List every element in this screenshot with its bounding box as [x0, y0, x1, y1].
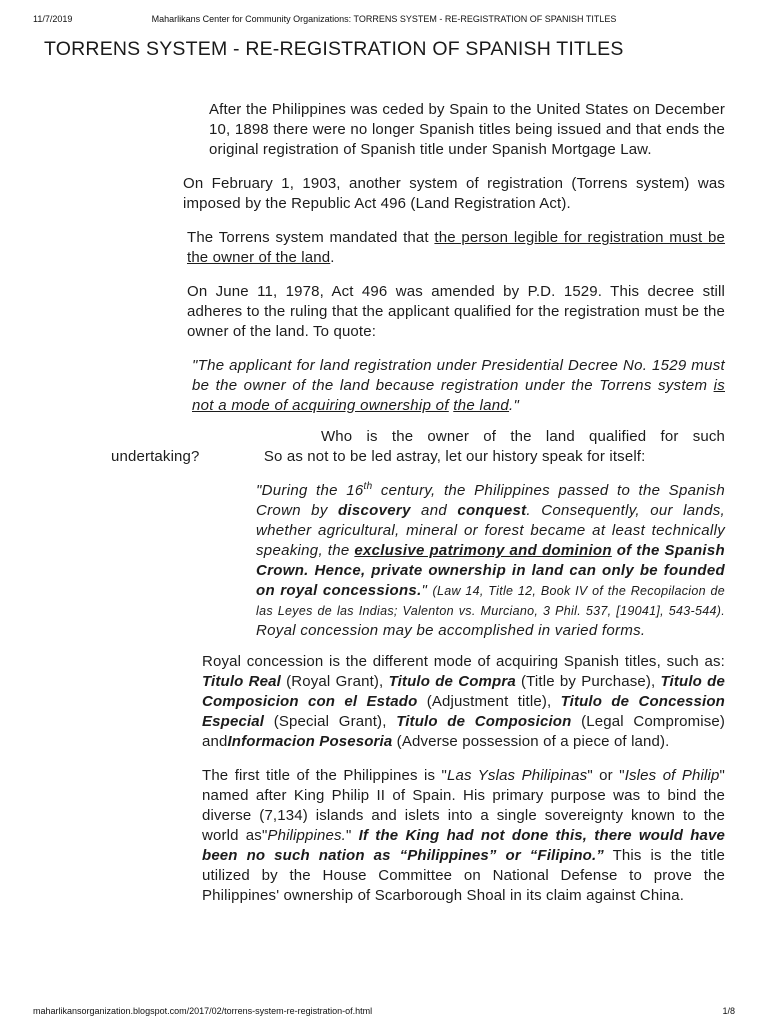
quote-pd1529: "The applicant for land registration under Presidential Decree No. 1529 must be the owner of the land because registration under the Torrens system is not a mode of acquiring ownership of the land."	[192, 357, 725, 414]
paragraph-royal-concession: Royal concession is the different mode of acquiring Spanish titles, such as: Titulo Real (Royal Grant), Titulo de Compra (Title by Purchase), Titulo de Composicion con el Estado (Adjustment title), Titulo de Concession Especial (Special Grant), Titulo de Composicion (Legal Compromise) andInformacion Posesoria (Adverse possession of a piece of land).	[202, 653, 726, 750]
paragraph-question: Who is the owner of the land qualified for such undertaking? So as not to be led astray, let our history speak for itself:	[111, 428, 725, 465]
page-title: TORRENS SYSTEM - RE-REGISTRATION OF SPANISH TITLES	[44, 38, 624, 60]
source-url: maharlikansorganization.blogspot.com/2017/02/torrens-system-re-registration-of.html	[33, 1006, 373, 1016]
page-number: 1/8	[722, 1006, 735, 1016]
owner-requirement-link: the person legible for registration must be the owner of the land	[187, 229, 726, 266]
paragraph-ceded: After the Philippines was ceded by Spain to the United States on December 10, 1898 there were no longer Spanish titles being issued and that ends the original registration of Spanish title under Spanish Mortgage Law.	[209, 101, 725, 158]
paragraph-first-title: The first title of the Philippines is "Las Yslas Philipinas" or "Isles of Philip" named after King Philip II of Spain. His primary purpose was to bind the diverse (7,134) islands and islets into a single sovereignty known to the world as"Philippines." If the King had not done this, there would have been no such nation as “Philippines” or “Filipino.” This is the title utilized by the House Committee on National Defense to prove the Philippines' ownership of Scarborough Shoal in its claim against China.	[202, 767, 726, 904]
print-header	[33, 14, 735, 24]
quote-spanish-crown: "During the 16th century, the Philippines passed to the Spanish Crown by discovery and conquest. Consequently, our lands, whether agricultural, mineral or forest became at least technically speaking, the exclusive patrimony and dominion of the Spanish Crown. Hence, private ownership in land can only be founded on royal concessions." (Law 14, Title 12, Book IV of the Recopilacion de las Leyes de las Indias; Valenton vs. Murciano, 3 Phil. 537, [19041], 543-544). Royal concession may be accomplished in varied forms.	[256, 481, 726, 639]
paragraph-torrens-1903: On February 1, 1903, another system of registration (Torrens system) was imposed by the Republic Act 496 (Land Registration Act).	[183, 175, 725, 212]
paragraph-pd1529: On June 11, 1978, Act 496 was amended by P.D. 1529. This decree still adheres to the ruling that the applicant qualified for the registration must be the owner of the land. To quote:	[187, 283, 725, 340]
paragraph-torrens-mandate: The Torrens system mandated that the person legible for registration must be the owner of the land.	[187, 229, 726, 266]
print-date: 11/7/2019	[33, 14, 73, 24]
citation: (Law 14, Title 12, Book IV of the Recopilacion de las Leyes de las Indias; Valenton vs. Murciano, 3 Phil. 537, [19041], 543-544).	[256, 584, 726, 618]
article-body	[111, 100, 725, 920]
print-title: Maharlikans Center for Community Organizations: TORRENS SYSTEM - RE-REGISTRATION OF SPANISH TITLES	[151, 14, 617, 24]
print-footer	[33, 1006, 735, 1016]
